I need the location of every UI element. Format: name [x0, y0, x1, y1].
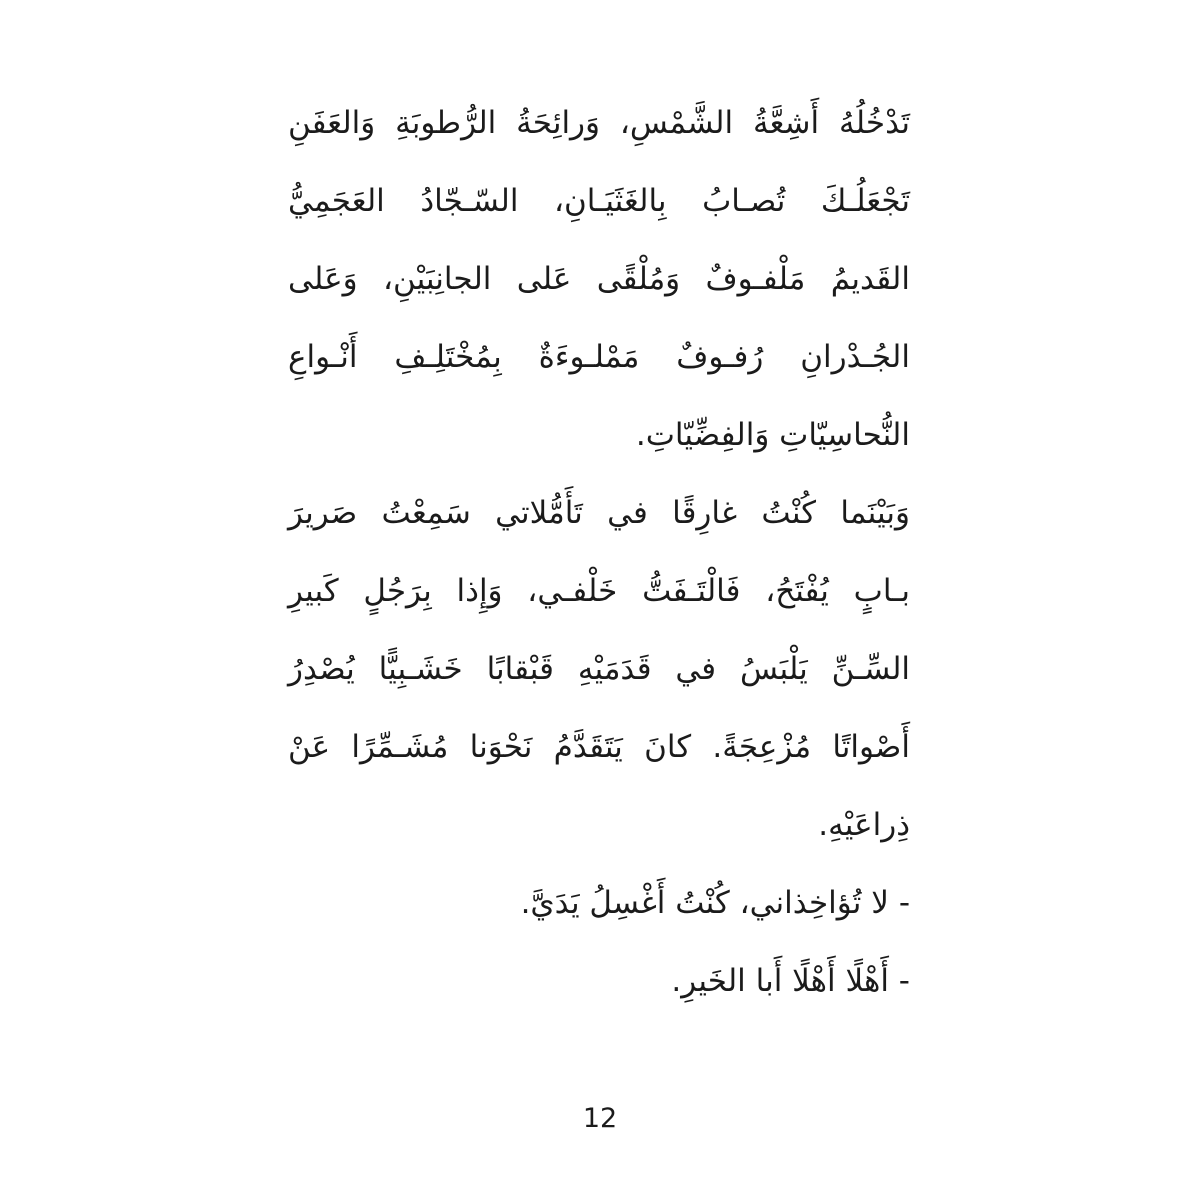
body-text-block [288, 84, 910, 1020]
text-line: بـابٍ يُفْتَحُ، فَالْتَـفَتُّ خَلْفـي، وَإِذا بِرَجُلٍ كَبيرِ [288, 573, 910, 609]
text-line: ذِراعَيْهِ. [818, 807, 910, 843]
page-number: 12 [582, 1103, 618, 1134]
text-line: تَجْعَلُـكَ تُصـابُ بِالغَثَيَـانِ، السّـجّادُ العَجَمِيُّ [288, 183, 910, 219]
text-line: الجُـدْرانِ رُفـوفٌ مَمْلـوءَةٌ بِمُخْتَلِـفِ أَنْـواعِ [288, 339, 910, 375]
text-line: القَديمُ مَلْفـوفٌ وَمُلْقًى عَلى الجانِبَيْنِ، وَعَلى [288, 261, 910, 297]
text-line: - أَهْلًا أَهْلًا أَبا الخَيرِ. [671, 963, 910, 999]
text-line: النُّحاسِيّاتِ وَالفِضِّيّاتِ. [635, 417, 910, 453]
text-line: أَصْواتًا مُزْعِجَةً. كانَ يَتَقَدَّمُ نَحْوَنا مُشَـمِّرًا عَنْ [288, 729, 910, 765]
text-line: تَدْخُلُهُ أَشِعَّةُ الشَّمْسِ، وَرائِحَةُ الرُّطوبَةِ وَالعَفَنِ [288, 105, 910, 141]
text-line: - لا تُؤاخِذاني، كُنْتُ أَغْسِلُ يَدَيَّ. [520, 885, 910, 921]
text-line: وَبَيْنَما كُنْتُ غارِقًا في تَأَمُّلاتي سَمِعْتُ صَريرَ [288, 495, 910, 531]
text-line: السِّـنِّ يَلْبَسُ في قَدَمَيْهِ قَبْقابًا خَشَـبِيًّا يُصْدِرُ [288, 651, 910, 687]
